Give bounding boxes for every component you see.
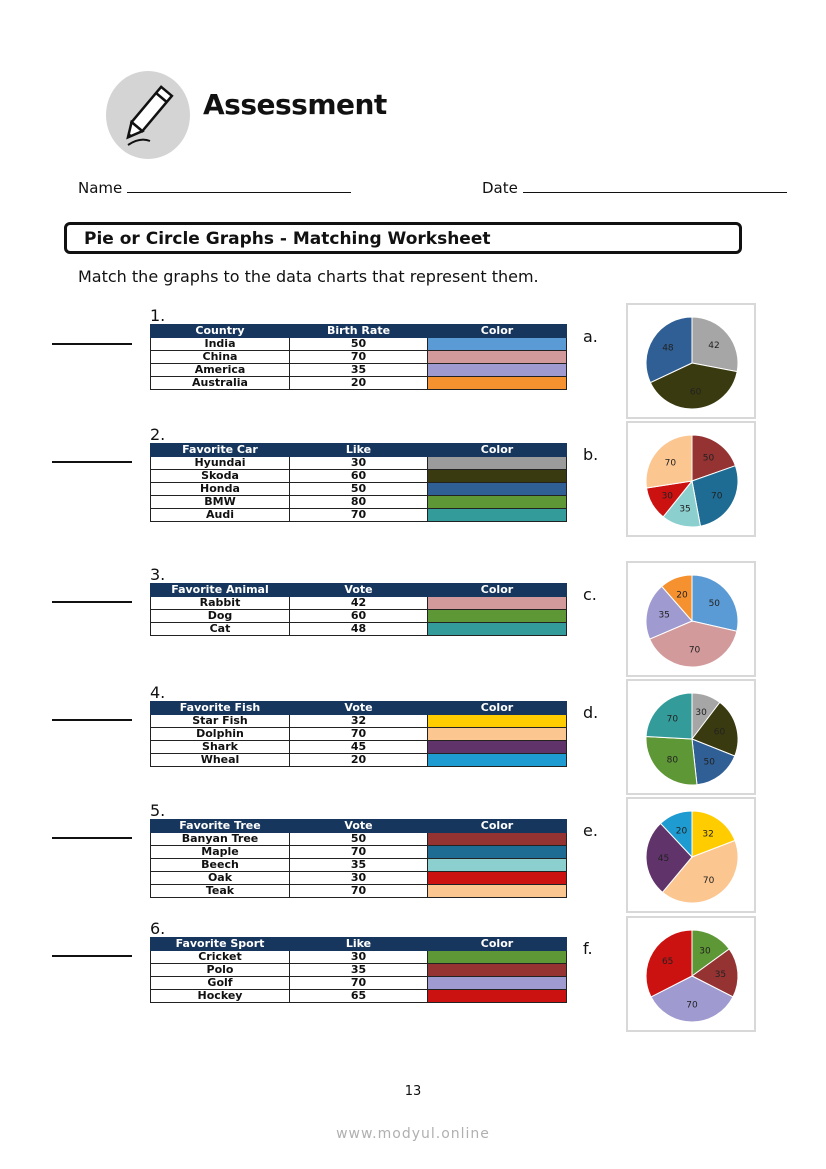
pie-slice-label: 70: [702, 876, 715, 887]
pie-chart: [626, 303, 756, 419]
row-label: Polo: [151, 964, 290, 977]
table-row: [151, 964, 567, 977]
table-row: [151, 741, 567, 754]
row-label: Honda: [151, 483, 290, 496]
pie-slice-label: 30: [699, 946, 711, 957]
column-header: Favorite Sport: [151, 938, 290, 951]
row-label: Teak: [151, 885, 290, 898]
answer-blank[interactable]: [52, 461, 132, 463]
table-row: [151, 377, 567, 390]
pie-slice-label: 60: [689, 387, 702, 398]
table-row: [151, 715, 567, 728]
row-color-swatch: [428, 377, 567, 390]
column-header: Country: [151, 325, 290, 338]
answer-blank[interactable]: [52, 837, 132, 839]
answer-blank[interactable]: [52, 719, 132, 721]
table-row: [151, 623, 567, 636]
table-row: [151, 728, 567, 741]
row-color-swatch: [428, 754, 567, 767]
row-value: 35: [290, 964, 428, 977]
table-row: [151, 470, 567, 483]
row-color-swatch: [428, 457, 567, 470]
table-header-row: [151, 325, 567, 338]
row-label: Australia: [151, 377, 290, 390]
name-row: [78, 178, 351, 197]
table-row: [151, 990, 567, 1003]
row-color-swatch: [428, 977, 567, 990]
row-value: 30: [290, 457, 428, 470]
row-value: 65: [290, 990, 428, 1003]
row-value: 20: [290, 377, 428, 390]
column-header: Favorite Car: [151, 444, 290, 457]
column-header: Vote: [290, 702, 428, 715]
data-table: [150, 701, 567, 767]
row-label: Star Fish: [151, 715, 290, 728]
pie-slice-label: 50: [703, 757, 715, 768]
column-header: Like: [290, 938, 428, 951]
pie-slice-label: 20: [676, 590, 688, 601]
question-number: 4.: [150, 683, 166, 702]
pie-slice-label: 50: [702, 453, 715, 464]
row-value: 60: [290, 610, 428, 623]
row-color-swatch: [428, 964, 567, 977]
row-value: 50: [290, 833, 428, 846]
row-color-swatch: [428, 885, 567, 898]
table-row: [151, 364, 567, 377]
pie-slice-label: 70: [710, 491, 723, 502]
row-label: Golf: [151, 977, 290, 990]
pie-slice-label: 48: [662, 343, 674, 354]
row-label: Audi: [151, 509, 290, 522]
row-label: Wheal: [151, 754, 290, 767]
row-color-swatch: [428, 715, 567, 728]
watermark: www.modyul.online: [336, 1126, 490, 1142]
data-table: [150, 324, 567, 390]
row-value: 32: [290, 715, 428, 728]
answer-blank[interactable]: [52, 601, 132, 603]
row-label: Hyundai: [151, 457, 290, 470]
question-number: 2.: [150, 425, 166, 444]
column-header: Color: [428, 325, 567, 338]
pencil-icon: [106, 71, 190, 159]
table-header-row: [151, 584, 567, 597]
question-number: 5.: [150, 801, 166, 820]
row-color-swatch: [428, 483, 567, 496]
pie-chart-letter: a.: [583, 327, 598, 346]
pie-chart: [626, 421, 756, 537]
row-label: Skoda: [151, 470, 290, 483]
table-header-row: [151, 702, 567, 715]
table-row: [151, 951, 567, 964]
pie-chart-svg: [628, 681, 754, 793]
pie-slice-label: 35: [658, 610, 670, 621]
row-label: Cat: [151, 623, 290, 636]
pie-chart: [626, 916, 756, 1032]
page-number: 13: [404, 1084, 422, 1099]
column-header: Vote: [290, 584, 428, 597]
row-value: 70: [290, 977, 428, 990]
table-row: [151, 509, 567, 522]
column-header: Like: [290, 444, 428, 457]
row-label: America: [151, 364, 290, 377]
row-value: 70: [290, 509, 428, 522]
row-value: 70: [290, 885, 428, 898]
pie-slice-label: 60: [713, 727, 726, 738]
pie-slice-label: 20: [675, 826, 688, 837]
question-number: 6.: [150, 919, 166, 938]
column-header: Favorite Animal: [151, 584, 290, 597]
column-header: Color: [428, 820, 567, 833]
answer-blank[interactable]: [52, 343, 132, 345]
table-row: [151, 872, 567, 885]
pie-chart: [626, 797, 756, 913]
row-value: 50: [290, 338, 428, 351]
name-field[interactable]: [127, 178, 351, 193]
date-label: Date: [482, 179, 518, 197]
data-table: [150, 583, 567, 636]
row-value: 48: [290, 623, 428, 636]
column-header: Color: [428, 702, 567, 715]
table-header-row: [151, 820, 567, 833]
row-label: Dolphin: [151, 728, 290, 741]
table-row: [151, 457, 567, 470]
table-header-row: [151, 938, 567, 951]
row-label: Oak: [151, 872, 290, 885]
data-table: [150, 819, 567, 898]
row-color-swatch: [428, 351, 567, 364]
table-header-row: [151, 444, 567, 457]
row-value: 70: [290, 351, 428, 364]
row-color-swatch: [428, 338, 567, 351]
row-label: Shark: [151, 741, 290, 754]
row-value: 42: [290, 597, 428, 610]
table-row: [151, 597, 567, 610]
row-value: 35: [290, 364, 428, 377]
row-value: 30: [290, 872, 428, 885]
data-table: [150, 937, 567, 1003]
pie-slice-label: 70: [688, 645, 701, 656]
row-color-swatch: [428, 509, 567, 522]
column-header: Vote: [290, 820, 428, 833]
page-title: Assessment: [203, 88, 387, 121]
column-header: Favorite Tree: [151, 820, 290, 833]
row-value: 35: [290, 859, 428, 872]
table-row: [151, 338, 567, 351]
pie-chart-svg: [628, 799, 754, 911]
row-color-swatch: [428, 623, 567, 636]
row-color-swatch: [428, 496, 567, 509]
pie-slice-label: 30: [661, 491, 674, 502]
row-value: 70: [290, 728, 428, 741]
row-color-swatch: [428, 846, 567, 859]
row-label: Rabbit: [151, 597, 290, 610]
column-header: Color: [428, 444, 567, 457]
table-row: [151, 483, 567, 496]
column-header: Color: [428, 584, 567, 597]
instructions: Match the graphs to the data charts that represent them.: [78, 267, 539, 286]
row-value: 20: [290, 754, 428, 767]
row-value: 45: [290, 741, 428, 754]
pie-chart-letter: f.: [583, 939, 593, 958]
row-label: Dog: [151, 610, 290, 623]
row-label: Beech: [151, 859, 290, 872]
pie-slice-label: 35: [679, 504, 691, 515]
row-color-swatch: [428, 741, 567, 754]
row-label: India: [151, 338, 290, 351]
pie-chart: [626, 561, 756, 677]
table-row: [151, 496, 567, 509]
table-row: [151, 885, 567, 898]
pie-slice-label: 42: [708, 340, 720, 351]
row-value: 70: [290, 846, 428, 859]
name-label: Name: [78, 179, 123, 197]
row-color-swatch: [428, 872, 567, 885]
table-row: [151, 351, 567, 364]
row-value: 60: [290, 470, 428, 483]
column-header: Birth Rate: [290, 325, 428, 338]
row-label: Banyan Tree: [151, 833, 290, 846]
row-label: Maple: [151, 846, 290, 859]
pie-slice-label: 32: [702, 829, 714, 840]
pie-chart-svg: [628, 423, 754, 535]
row-color-swatch: [428, 951, 567, 964]
pie-slice-label: 30: [695, 707, 707, 718]
row-value: 50: [290, 483, 428, 496]
answer-blank[interactable]: [52, 955, 132, 957]
worksheet-title: Pie or Circle Graphs - Matching Worksheet: [84, 229, 491, 249]
table-row: [151, 977, 567, 990]
pie-chart-letter: e.: [583, 821, 598, 840]
pie-slice-label: 80: [666, 755, 679, 766]
data-table: [150, 443, 567, 522]
row-label: BMW: [151, 496, 290, 509]
pie-slice-label: 50: [708, 599, 721, 610]
column-header: Color: [428, 938, 567, 951]
pie-slice-label: 70: [664, 458, 677, 469]
pie-slice-label: 70: [686, 1000, 698, 1011]
row-label: Hockey: [151, 990, 290, 1003]
row-color-swatch: [428, 364, 567, 377]
row-color-swatch: [428, 728, 567, 741]
table-row: [151, 846, 567, 859]
pie-slice-label: 70: [666, 714, 679, 725]
table-row: [151, 859, 567, 872]
table-row: [151, 610, 567, 623]
table-row: [151, 833, 567, 846]
question-number: 3.: [150, 565, 166, 584]
row-label: China: [151, 351, 290, 364]
row-color-swatch: [428, 470, 567, 483]
row-color-swatch: [428, 833, 567, 846]
row-color-swatch: [428, 597, 567, 610]
pie-slice-label: 45: [657, 853, 670, 864]
row-color-swatch: [428, 610, 567, 623]
date-field[interactable]: [523, 178, 787, 193]
row-value: 80: [290, 496, 428, 509]
row-color-swatch: [428, 990, 567, 1003]
pie-slice-label: 35: [714, 969, 727, 980]
row-value: 30: [290, 951, 428, 964]
pie-chart: [626, 679, 756, 795]
pie-chart-svg: [628, 305, 754, 417]
pie-chart-svg: [628, 918, 754, 1030]
pie-slice-label: 65: [661, 957, 674, 968]
question-number: 1.: [150, 306, 166, 325]
pie-chart-letter: b.: [583, 445, 599, 464]
row-label: Cricket: [151, 951, 290, 964]
pie-chart-letter: d.: [583, 703, 599, 722]
column-header: Favorite Fish: [151, 702, 290, 715]
pie-chart-svg: [628, 563, 754, 675]
table-row: [151, 754, 567, 767]
pie-chart-letter: c.: [583, 585, 597, 604]
date-row: [482, 178, 787, 197]
row-color-swatch: [428, 859, 567, 872]
